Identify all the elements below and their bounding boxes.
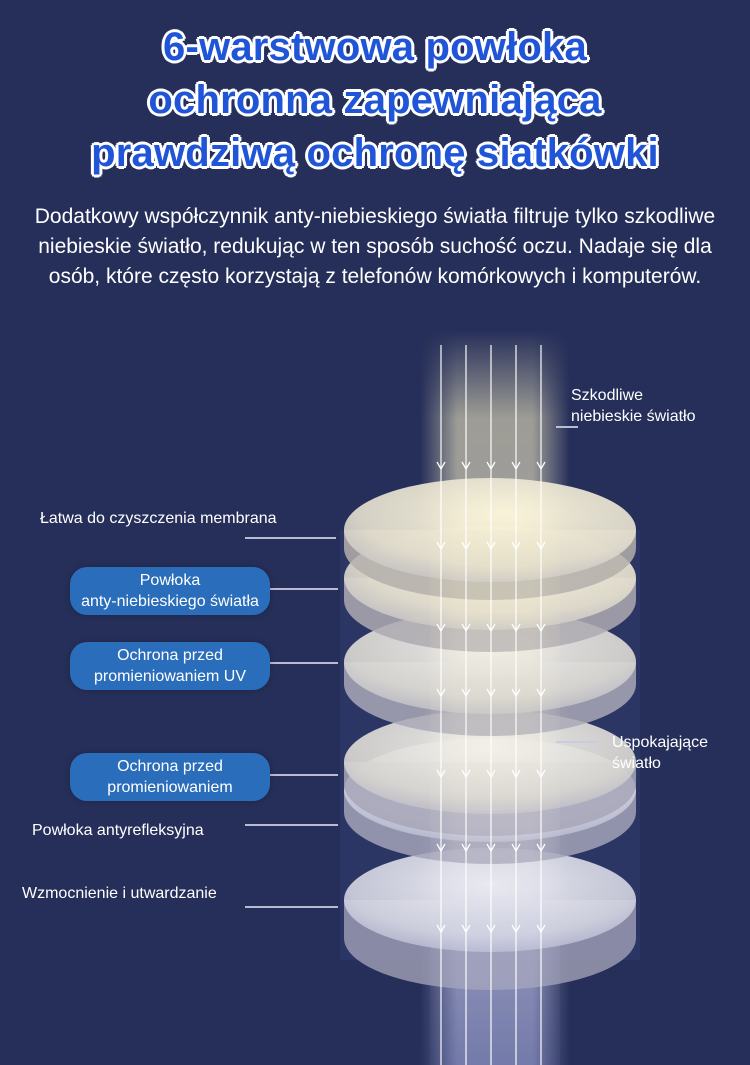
label-hardening: Wzmocnienie i utwardzanie [22,885,217,902]
pill-anti-blue-line-1: Powłoka [139,572,201,589]
pill-uv-protection [70,642,270,690]
pill-radiation-line-1: Ochrona przed [117,758,223,775]
pill-anti-blue-coating [70,567,270,615]
label-calming-line-1: Uspokajające [612,734,709,751]
pill-anti-blue-line-2: anty-niebieskiego światła [81,593,259,610]
label-anti-reflective: Powłoka antyrefleksyjna [32,822,204,839]
title-line-1: 6-warstwowa powłoka [163,25,587,69]
title-line-2: ochronna zapewniająca [148,78,602,122]
label-harmful-line-1: Szkodliwe [571,387,644,404]
label-calming-line-2: światło [612,755,661,772]
label-calming-light [612,732,708,774]
label-harmful-line-2: niebieskie światło [571,408,696,425]
title-line-3: prawdziwą ochronę siatkówki [91,131,659,175]
pill-uv-line-2: promieniowaniem UV [93,668,247,685]
pill-uv-line-1: Ochrona przed [117,647,223,664]
label-easy-clean-membrane: Łatwa do czyszczenia membrana [40,510,277,527]
pill-radiation-protection [70,753,270,801]
label-harmful-blue-light [571,385,696,427]
pill-radiation-line-2: promieniowaniem [107,779,233,796]
description: Dodatkowy współczynnik anty-niebieskiego światła filtruje tylko szkodliwe niebieskie światło, redukując w ten sposób suchość oczu. Nadaje się dla osób, które często korzystają z telefonów komórkowych i komputerów. [34,205,716,288]
